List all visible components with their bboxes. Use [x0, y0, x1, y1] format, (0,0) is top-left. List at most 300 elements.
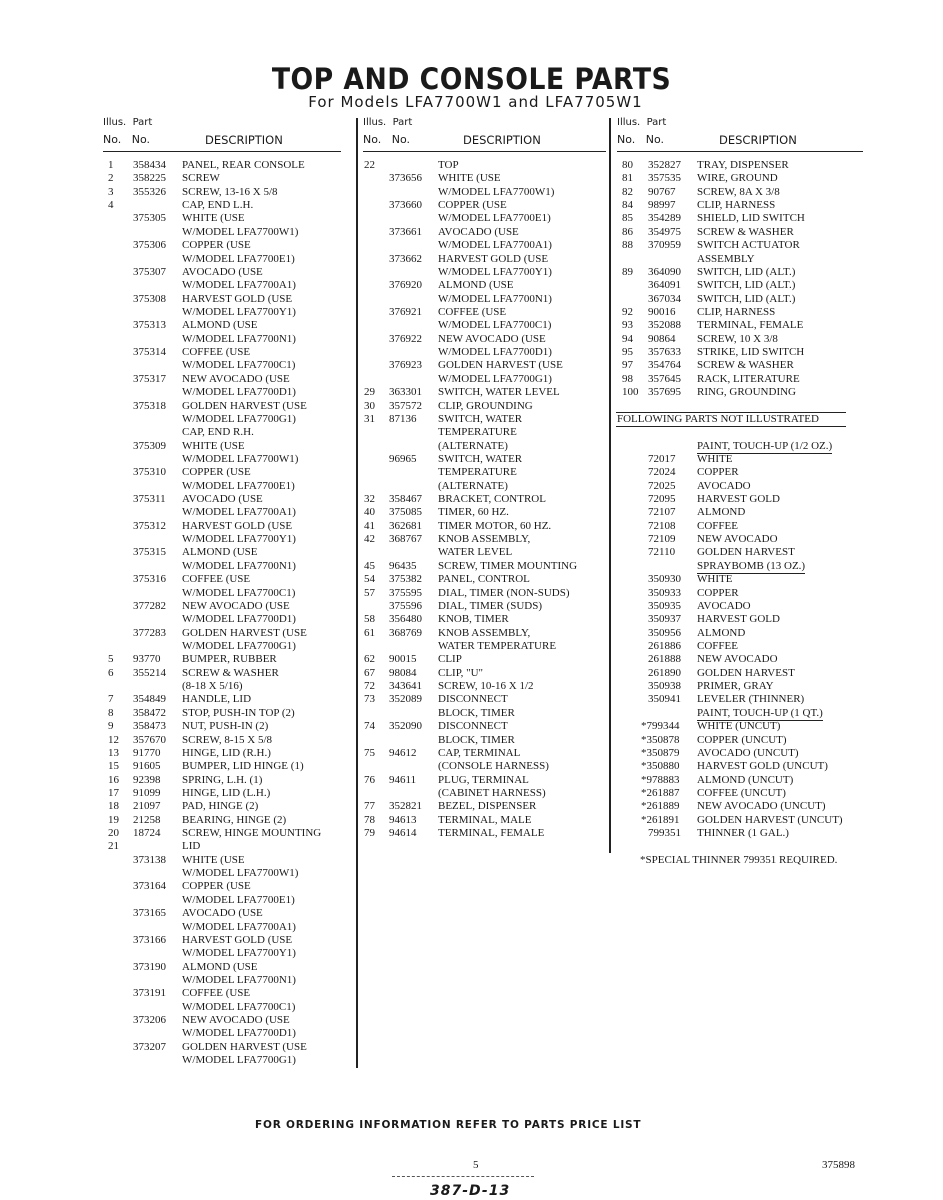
part-description: W/MODEL LFA7700G1) — [182, 640, 296, 652]
part-label: Part — [646, 117, 667, 128]
part-number: 261888 — [648, 653, 681, 666]
column-header-3 — [617, 117, 863, 152]
part-description: COPPER (USE — [182, 880, 251, 893]
part-description: TEMPERATURE — [438, 466, 517, 479]
part-description: TEMPERATURE — [438, 426, 517, 439]
part-description: COFFEE — [697, 640, 738, 652]
part-number: 368769 — [389, 626, 422, 639]
part-number: 375596 — [389, 599, 422, 612]
part-description: SCREW, 10-16 X 1/2 — [438, 680, 534, 692]
part-description: W/MODEL LFA7700N1) — [182, 332, 296, 345]
part-number: 373662 — [389, 252, 422, 265]
illus-number: 74 — [364, 720, 375, 733]
part-description: ALMOND (USE — [182, 319, 258, 332]
part-number: 354289 — [648, 212, 681, 225]
illus-number: 41 — [364, 519, 375, 532]
part-description: SCREW — [182, 172, 220, 185]
part-description: W/MODEL LFA7700C1) — [438, 319, 552, 332]
part-number: 358225 — [133, 172, 166, 185]
part-number: 90016 — [648, 306, 676, 318]
part-number: 350935 — [648, 599, 681, 612]
part-number: 352089 — [389, 693, 422, 706]
illus-number: 45 — [364, 559, 375, 572]
part-number: 352827 — [648, 159, 681, 171]
part-number: 96435 — [389, 559, 417, 572]
subsection-heading: PAINT, TOUCH-UP (1 QT.) — [697, 706, 823, 719]
illus-number: 5 — [108, 653, 114, 666]
part-description: NEW AVOCADO (USE — [182, 1014, 290, 1026]
part-number: 364091 — [648, 279, 681, 292]
part-description: HARVEST GOLD — [697, 493, 780, 505]
part-description: TOP — [438, 159, 459, 171]
part-description: SWITCH, LID (ALT.) — [697, 265, 796, 278]
part-description: GOLDEN HARVEST (USE — [182, 1040, 307, 1053]
illus-number: 85 — [622, 212, 633, 225]
illus-number: 79 — [364, 827, 375, 839]
part-number: 373166 — [133, 933, 166, 946]
column-divider — [609, 118, 611, 853]
illus-number: 93 — [622, 319, 633, 332]
part-description: BEZEL, DISPENSER — [438, 800, 537, 813]
part-description: (ALTERNATE) — [438, 479, 508, 492]
part-description: W/MODEL LFA7700Y1) — [182, 306, 296, 318]
part-description: LEVELER (THINNER) — [697, 693, 805, 706]
illus-number: 7 — [108, 693, 114, 706]
part-number: 350941 — [648, 693, 681, 706]
part-description: BUMPER, LID HINGE (1) — [182, 760, 304, 773]
part-number: 350956 — [648, 626, 681, 639]
illus-number: 67 — [364, 666, 375, 679]
part-description: CLIP, "U" — [438, 666, 484, 679]
part-number: 94613 — [389, 813, 417, 826]
part-number: 261890 — [648, 666, 681, 679]
part-number: 72017 — [648, 452, 676, 465]
part-description: SCREW, 8-15 X 5/8 — [182, 733, 273, 746]
part-number: 21258 — [133, 813, 161, 826]
illus-number: 21 — [108, 840, 119, 853]
part-description: WHITE (USE — [182, 853, 245, 866]
part-description: W/MODEL LFA7700D1) — [182, 386, 296, 399]
part-number: 373191 — [133, 987, 166, 1000]
part-description: PANEL, CONTROL — [438, 573, 530, 586]
illus-number: 22 — [364, 159, 375, 171]
illus-number: 61 — [364, 626, 375, 639]
part-number: 352821 — [389, 800, 422, 813]
part-description: COPPER (USE — [438, 199, 507, 212]
part-number: 72095 — [648, 493, 676, 505]
illus-number: 29 — [364, 386, 375, 399]
part-description: W/MODEL LFA7700W1) — [182, 867, 299, 880]
part-description: W/MODEL LFA7700Y1) — [182, 533, 296, 546]
part-number: 373661 — [389, 225, 422, 238]
part-description: AVOCADO — [697, 599, 751, 612]
part-description: DISCONNECT — [438, 720, 508, 733]
part-number: *261887 — [641, 786, 680, 799]
part-description: TIMER, 60 HZ. — [438, 506, 509, 519]
part-description: TERMINAL, MALE — [438, 813, 532, 826]
part-number: 373207 — [133, 1040, 166, 1053]
part-description: HARVEST GOLD (USE — [182, 292, 293, 305]
part-label: Part — [132, 117, 153, 128]
illus-number: 30 — [364, 399, 375, 412]
part-number: *350880 — [641, 760, 680, 773]
part-description: HARVEST GOLD — [697, 613, 780, 626]
part-number: 364090 — [648, 265, 681, 278]
part-no-label: No. — [131, 133, 151, 146]
part-number: 373206 — [133, 1014, 166, 1026]
part-number: 91770 — [133, 746, 161, 759]
part-description: AVOCADO (UNCUT) — [697, 746, 799, 759]
illus-number: 95 — [622, 346, 633, 358]
part-description: DIAL, TIMER (NON-SUDS) — [438, 586, 570, 599]
part-number: 375314 — [133, 346, 166, 358]
part-description: HINGE, LID (R.H.) — [182, 746, 271, 759]
part-number: 367034 — [648, 292, 681, 305]
part-description: W/MODEL LFA7700D1) — [182, 613, 296, 626]
illus-no-label: No. — [103, 133, 122, 146]
part-description: CLIP, HARNESS — [697, 306, 776, 318]
part-number: 357535 — [648, 172, 681, 185]
part-description: W/MODEL LFA7700A1) — [182, 920, 296, 933]
part-description: COPPER — [697, 466, 739, 479]
part-number: 72108 — [648, 519, 676, 532]
part-description: SPRING, L.H. (1) — [182, 773, 263, 786]
part-description: SCREW, 10 X 3/8 — [697, 332, 778, 345]
illus-number: 62 — [364, 653, 375, 666]
part-description: W/MODEL LFA7700Y1) — [438, 265, 552, 278]
part-description: DIAL, TIMER (SUDS) — [438, 599, 542, 612]
part-description: ALMOND (USE — [438, 279, 514, 292]
divider — [616, 412, 846, 413]
part-description: KNOB ASSEMBLY, — [438, 626, 531, 639]
part-description: NEW AVOCADO — [697, 653, 778, 666]
part-number: 355214 — [133, 666, 166, 679]
part-number: 373165 — [133, 907, 166, 920]
part-description: SCREW & WASHER — [697, 359, 794, 372]
part-description: WHITE (USE — [182, 212, 245, 225]
illus-number: 81 — [622, 172, 633, 185]
illus-no-label: No. — [617, 133, 636, 146]
part-number: 370959 — [648, 239, 681, 252]
part-description: W/MODEL LFA7700A1) — [182, 506, 296, 519]
part-number: 375317 — [133, 372, 166, 385]
part-description: GOLDEN HARVEST (UNCUT) — [697, 813, 843, 826]
part-description: CAP, END L.H. — [182, 199, 254, 212]
part-number: 350930 — [648, 573, 681, 586]
part-number: 91099 — [133, 786, 161, 799]
part-description: GOLDEN HARVEST (USE — [182, 399, 307, 412]
illus-number: 75 — [364, 746, 375, 759]
part-description: W/MODEL LFA7700D1) — [438, 346, 552, 358]
part-description: NEW AVOCADO (USE — [438, 332, 546, 345]
part-number: 90864 — [648, 332, 676, 345]
part-number: *261891 — [641, 813, 680, 826]
part-description: COPPER — [697, 586, 739, 599]
part-description: (CONSOLE HARNESS) — [438, 760, 549, 773]
part-number: 358434 — [133, 159, 166, 171]
part-description: W/MODEL LFA7700C1) — [182, 586, 296, 599]
part-number: 363301 — [389, 386, 422, 399]
part-description: BLOCK, TIMER — [438, 706, 515, 719]
description-label: DESCRIPTION — [719, 133, 797, 147]
page-subtitle: For Models LFA7700W1 and LFA7705W1 — [308, 93, 643, 111]
illus-number: 15 — [108, 760, 119, 773]
illus-number: 86 — [622, 225, 633, 238]
part-number: 261886 — [648, 640, 681, 652]
part-description: W/MODEL LFA7700E1) — [438, 212, 551, 225]
part-description: W/MODEL LFA7700N1) — [182, 974, 296, 986]
part-description: SCREW, TIMER MOUNTING — [438, 559, 578, 572]
part-description: PANEL, REAR CONSOLE — [182, 159, 305, 171]
column-header-2 — [363, 117, 606, 152]
part-description: SWITCH ACTUATOR — [697, 239, 800, 252]
part-description: AVOCADO (USE — [182, 265, 263, 278]
illus-number: 19 — [108, 813, 119, 826]
illus-number: 6 — [108, 666, 114, 679]
part-no-label: No. — [645, 133, 665, 146]
illus-label: Illus. — [363, 117, 387, 128]
part-description: COFFEE (USE — [182, 573, 251, 586]
part-description: TERMINAL, FEMALE — [697, 319, 804, 332]
part-description: W/MODEL LFA7700W1) — [182, 452, 299, 465]
part-description: W/MODEL LFA7700A1) — [182, 279, 296, 292]
part-description: SWITCH, WATER — [438, 412, 523, 425]
part-description: LID — [182, 840, 201, 853]
part-description: GOLDEN HARVEST (USE — [438, 359, 563, 372]
illus-number: 40 — [364, 506, 375, 519]
part-description: NEW AVOCADO (USE — [182, 372, 290, 385]
part-description: BEARING, HINGE (2) — [182, 813, 287, 826]
part-description: BRACKET, CONTROL — [438, 493, 546, 505]
part-number: 354975 — [648, 225, 681, 238]
part-description: SCREW, HINGE MOUNTING — [182, 827, 322, 839]
part-description: W/MODEL LFA7700G1) — [182, 412, 296, 425]
illus-number: 94 — [622, 332, 633, 345]
illus-number: 89 — [622, 265, 633, 278]
part-description: WHITE (USE — [438, 172, 501, 185]
part-description: WATER TEMPERATURE — [438, 640, 557, 652]
part-description: WHITE — [697, 452, 733, 465]
part-number: 98997 — [648, 199, 676, 212]
part-description: HARVEST GOLD (USE — [182, 933, 293, 946]
illus-number: 13 — [108, 746, 119, 759]
part-description: W/MODEL LFA7700C1) — [182, 359, 296, 372]
part-number: 375382 — [389, 573, 422, 586]
part-description: BUMPER, RUBBER — [182, 653, 277, 666]
part-description: CLIP, GROUNDING — [438, 399, 533, 412]
illus-number: 76 — [364, 773, 375, 786]
part-number: 376922 — [389, 332, 422, 345]
part-description: HARVEST GOLD (USE — [438, 252, 549, 265]
part-number: 357670 — [133, 733, 166, 746]
illus-number: 88 — [622, 239, 633, 252]
illus-number: 78 — [364, 813, 375, 826]
illus-number: 20 — [108, 827, 119, 839]
column-header-1 — [103, 117, 341, 152]
part-description: CLIP — [438, 653, 462, 666]
illus-number: 57 — [364, 586, 375, 599]
part-description: SWITCH, WATER — [438, 452, 523, 465]
part-description: COFFEE (USE — [182, 346, 251, 358]
part-number: 375313 — [133, 319, 166, 332]
part-description: TRAY, DISPENSER — [697, 159, 789, 171]
part-description: PRIMER, GRAY — [697, 680, 774, 692]
part-description: COPPER (UNCUT) — [697, 733, 787, 746]
part-description: SHIELD, LID SWITCH — [697, 212, 805, 225]
part-number: 72109 — [648, 533, 676, 546]
illus-number: 42 — [364, 533, 375, 546]
document-number: 375898 — [822, 1159, 855, 1171]
part-number: 96965 — [389, 452, 417, 465]
part-description: NEW AVOCADO (UNCUT) — [697, 800, 826, 813]
part-description: (8-18 X 5/16) — [182, 680, 243, 692]
part-number: 357695 — [648, 386, 681, 399]
illus-number: 54 — [364, 573, 375, 586]
part-description: WATER LEVEL — [438, 546, 513, 559]
part-number: 94612 — [389, 746, 417, 759]
part-description: BLOCK, TIMER — [438, 733, 515, 746]
part-description: W/MODEL LFA7700A1) — [438, 239, 552, 252]
part-number: *799344 — [641, 720, 680, 733]
part-description: W/MODEL LFA7700Y1) — [182, 947, 296, 960]
part-description: DISCONNECT — [438, 693, 508, 706]
part-description: PAD, HINGE (2) — [182, 800, 259, 813]
illus-number: 3 — [108, 185, 114, 198]
part-number: 375309 — [133, 439, 166, 452]
part-description: TERMINAL, FEMALE — [438, 827, 545, 839]
part-number: 799351 — [648, 827, 681, 839]
part-description: KNOB ASSEMBLY, — [438, 533, 531, 546]
subsection-heading: SPRAYBOMB (13 OZ.) — [697, 559, 806, 572]
part-number: 72110 — [648, 546, 676, 559]
part-number: 90015 — [389, 653, 417, 666]
page-number: 5 — [473, 1159, 479, 1171]
divider — [392, 1176, 534, 1177]
part-number: *261889 — [641, 800, 680, 813]
part-description: SCREW, 13-16 X 5/8 — [182, 185, 278, 198]
part-number: 91605 — [133, 760, 161, 773]
part-description: RACK, LITERATURE — [697, 372, 800, 385]
part-description: HANDLE, LID — [182, 693, 252, 706]
illus-number: 82 — [622, 185, 633, 198]
part-description: SWITCH, LID (ALT.) — [697, 292, 796, 305]
part-description: KNOB, TIMER — [438, 613, 509, 626]
part-number: 87136 — [389, 412, 417, 425]
part-number: 362681 — [389, 519, 422, 532]
part-description: W/MODEL LFA7700C1) — [182, 1000, 296, 1013]
part-description: AVOCADO — [697, 479, 751, 492]
part-description: NEW AVOCADO — [697, 533, 778, 546]
part-description: ALMOND (USE — [182, 546, 258, 559]
part-description: GOLDEN HARVEST (USE — [182, 626, 307, 639]
part-description: WHITE — [697, 573, 733, 586]
part-description: COFFEE — [697, 519, 738, 532]
page-title: TOP AND CONSOLE PARTS — [271, 62, 672, 96]
part-description: W/MODEL LFA7700E1) — [182, 479, 295, 492]
part-number: 368767 — [389, 533, 422, 546]
part-number: 72107 — [648, 506, 676, 519]
part-number: 354764 — [648, 359, 681, 372]
illus-label: Illus. — [103, 117, 127, 128]
part-description: CAP, END R.H. — [182, 426, 254, 439]
part-number: 354849 — [133, 693, 166, 706]
part-description: COFFEE (USE — [182, 987, 251, 1000]
part-no-label: No. — [391, 133, 411, 146]
part-number: 375595 — [389, 586, 422, 599]
part-description: W/MODEL LFA7700W1) — [438, 185, 555, 198]
part-description: W/MODEL LFA7700D1) — [182, 1027, 296, 1040]
part-number: 352090 — [389, 720, 422, 733]
part-number: 357572 — [389, 399, 422, 412]
part-description: W/MODEL LFA7700E1) — [182, 252, 295, 265]
part-number: 376921 — [389, 306, 422, 318]
part-description: W/MODEL LFA7700N1) — [438, 292, 552, 305]
part-number: 375307 — [133, 265, 166, 278]
part-description: RING, GROUNDING — [697, 386, 796, 399]
part-number: 72025 — [648, 479, 676, 492]
part-description: STOP, PUSH-IN TOP (2) — [182, 706, 295, 719]
part-description: ALMOND — [697, 506, 746, 519]
description-label: DESCRIPTION — [205, 133, 283, 147]
illus-number: 8 — [108, 706, 114, 719]
part-description: SWITCH, WATER LEVEL — [438, 386, 560, 399]
illus-number: 16 — [108, 773, 119, 786]
part-description: COPPER (USE — [182, 466, 251, 479]
illus-number: 84 — [622, 199, 633, 212]
part-description: W/MODEL LFA7700E1) — [182, 893, 295, 906]
illus-number: 12 — [108, 733, 119, 746]
illus-number: 77 — [364, 800, 375, 813]
part-number: 375306 — [133, 239, 166, 252]
part-number: 375310 — [133, 466, 166, 479]
part-label: Part — [392, 117, 413, 128]
part-description: COFFEE (USE — [438, 306, 507, 318]
part-number: 21097 — [133, 800, 161, 813]
footnote: *SPECIAL THINNER 799351 REQUIRED. — [640, 853, 838, 866]
part-description: AVOCADO (USE — [438, 225, 519, 238]
part-number: 375315 — [133, 546, 166, 559]
part-number: 94614 — [389, 827, 417, 839]
part-number: 92398 — [133, 773, 161, 786]
part-number: 375085 — [389, 506, 422, 519]
part-description: AVOCADO (USE — [182, 493, 263, 505]
ordering-note: FOR ORDERING INFORMATION REFER TO PARTS PRICE LIST — [255, 1119, 642, 1131]
part-number: 357633 — [648, 346, 681, 358]
part-number: 373660 — [389, 199, 422, 212]
column-divider — [356, 118, 358, 1068]
part-number: 373138 — [133, 853, 166, 866]
part-number: 373190 — [133, 960, 166, 973]
part-description: HARVEST GOLD (UNCUT) — [697, 760, 828, 773]
illus-number: 2 — [108, 172, 114, 185]
part-number: 350938 — [648, 680, 681, 692]
part-number: 377283 — [133, 626, 166, 639]
part-number: 94611 — [389, 773, 417, 786]
part-description: W/MODEL LFA7700N1) — [182, 559, 296, 572]
illus-number: 32 — [364, 493, 375, 505]
part-number: 355326 — [133, 185, 166, 198]
part-number: *978883 — [641, 773, 680, 786]
part-description: W/MODEL LFA7700G1) — [182, 1054, 296, 1067]
illus-no-label: No. — [363, 133, 382, 146]
part-description: NEW AVOCADO (USE — [182, 599, 290, 612]
subsection-heading: PAINT, TOUCH-UP (1/2 OZ.) — [697, 439, 833, 452]
part-number: 350933 — [648, 586, 681, 599]
part-description: GOLDEN HARVEST — [697, 546, 795, 559]
illus-number: 98 — [622, 372, 633, 385]
part-description: SCREW & WASHER — [697, 225, 794, 238]
handwritten-code: 387-D-13 — [430, 1183, 511, 1199]
